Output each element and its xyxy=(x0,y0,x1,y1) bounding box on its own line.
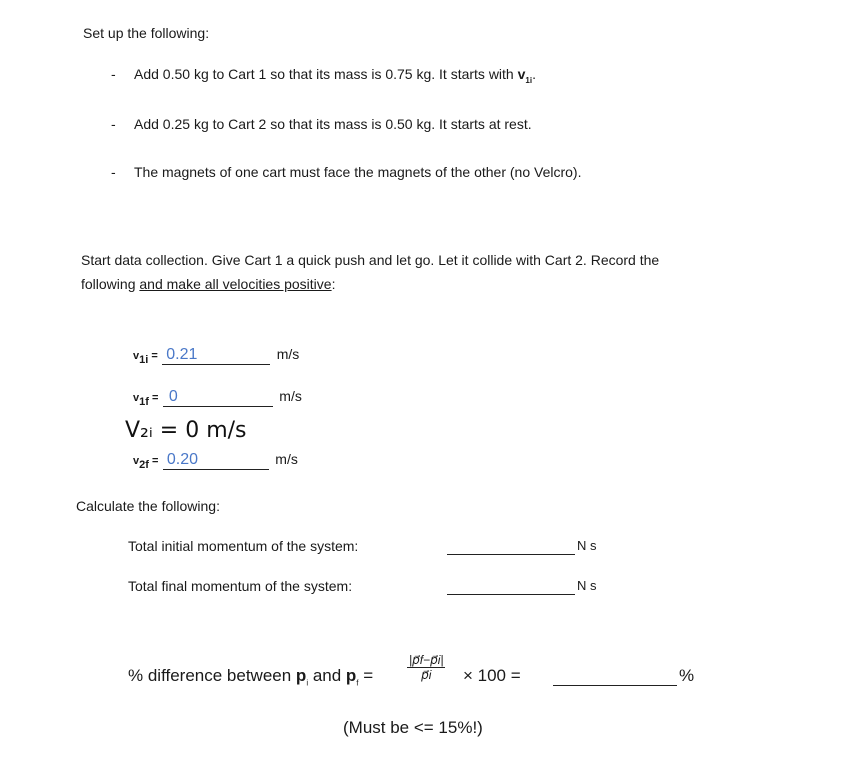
v1i-row: $v_{1i} = 0.21$ m/s xyxy=(133,346,300,367)
instructions-line-2: following and make all velocities positive: xyxy=(81,276,336,292)
bullet-item-3: The magnets of one cart must face the magnets of the other (no Velcro). xyxy=(134,164,582,180)
final-momentum-label: Total final momentum of the system: xyxy=(128,578,353,594)
bullet-dash: - xyxy=(111,66,116,82)
bullet-item-2: Add 0.25 kg to Cart 2 so that its mass is 0.50 kg. It starts at rest. xyxy=(134,116,532,132)
bullet-dash: - xyxy=(111,164,116,180)
handwritten-v2i: V₂ᵢ = 0 m/s xyxy=(125,418,247,443)
bullet-dash: - xyxy=(111,116,116,132)
percent-difference-label: % difference between $p_i$ and $p_f$ = xyxy=(128,666,374,688)
v1i-value[interactable]: 0.21 xyxy=(166,346,198,363)
bullet-item-1: Add 0.50 kg to Cart 1 so that its mass is 0.75 kg. It starts with $v_{1i}$. xyxy=(134,66,536,85)
v1f-value[interactable]: 0 xyxy=(168,388,178,405)
v2f-row: $v_{2f} = 0.20$ m/s xyxy=(133,451,298,472)
times-hundred: × 100 = xyxy=(463,666,521,685)
setup-heading: Set up the following: xyxy=(83,25,210,41)
percent-note: (Must be <= 15%!) xyxy=(343,718,483,737)
final-momentum-unit: N s xyxy=(577,578,597,593)
v2f-value[interactable]: 0.20 xyxy=(166,451,198,468)
calculate-heading: Calculate the following: xyxy=(76,498,220,514)
percent-unit: % xyxy=(679,666,695,685)
final-momentum-input[interactable] xyxy=(447,580,575,595)
percent-formula-fraction: $\frac{|p⃗f-p⃗i|}{p⃗i}$ xyxy=(409,653,444,682)
initial-momentum-label: Total initial momentum of the system: xyxy=(128,538,359,554)
initial-momentum-unit: N s xyxy=(577,538,597,553)
percent-difference-input[interactable] xyxy=(553,669,677,686)
instructions-line-1: Start data collection. Give Cart 1 a quick push and let go. Let it collide with Cart 2. Record the xyxy=(81,252,660,268)
v1f-row: $v_{1f} = 0$ m/s xyxy=(133,388,302,409)
initial-momentum-input[interactable] xyxy=(447,540,575,555)
